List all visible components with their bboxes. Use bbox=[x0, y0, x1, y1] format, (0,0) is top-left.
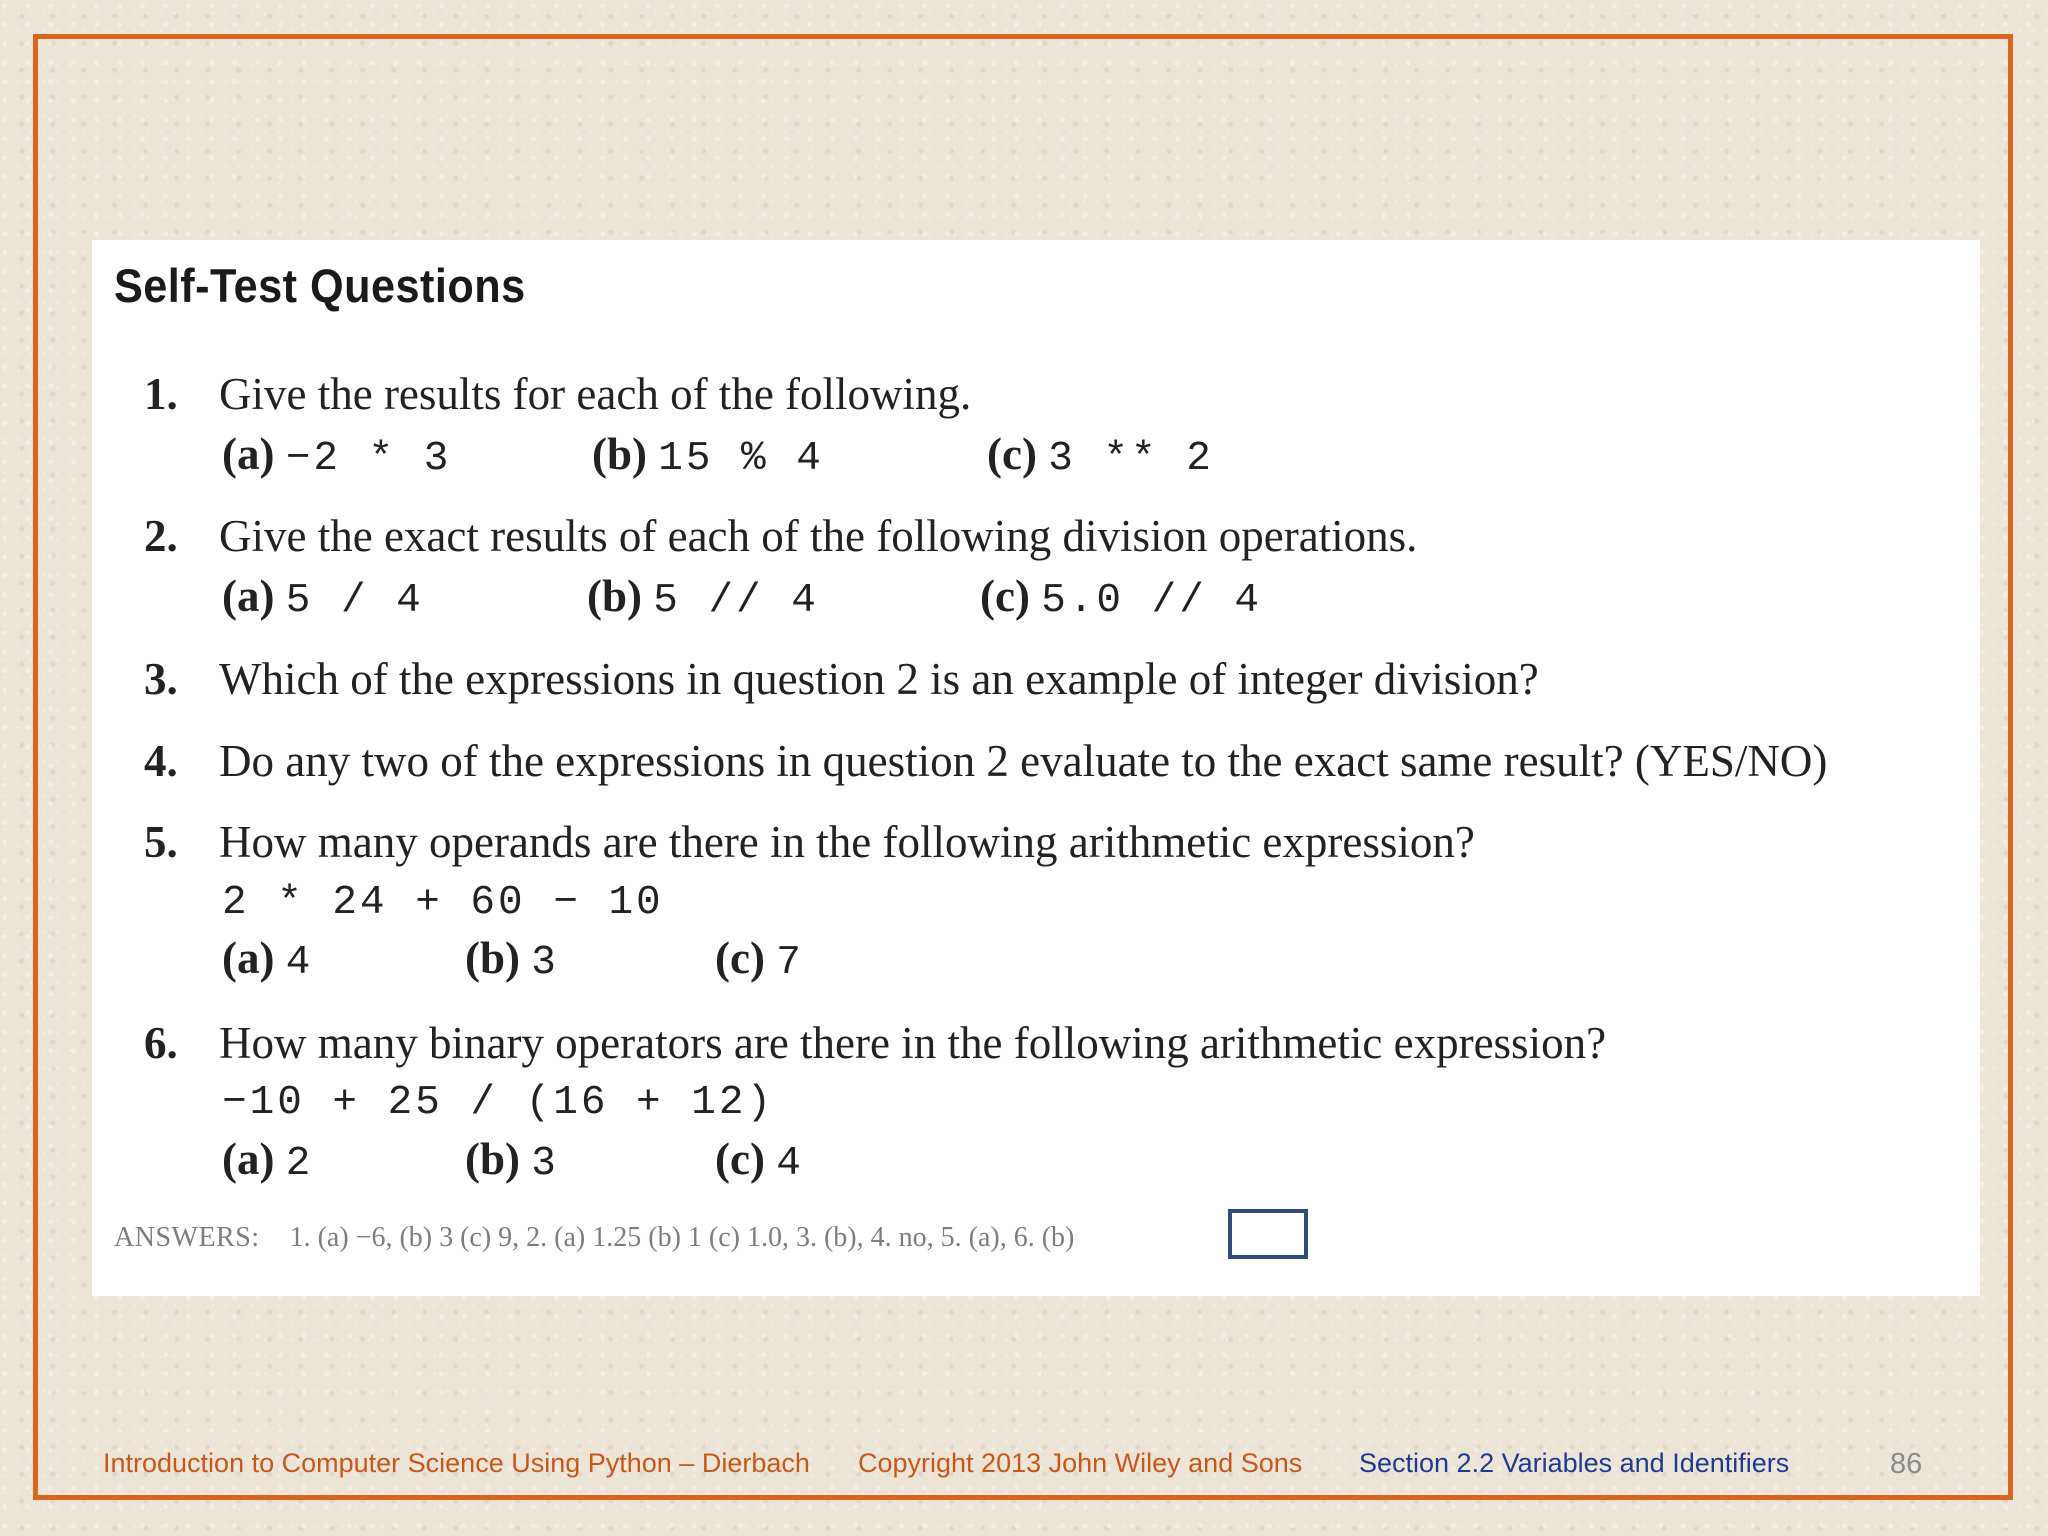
option-b: (b) 3 bbox=[465, 933, 559, 986]
question-4 bbox=[144, 735, 1827, 787]
option-b: (b) 15 % 4 bbox=[592, 429, 824, 482]
self-test-panel bbox=[92, 240, 1980, 1296]
option-b: (b) 5 // 4 bbox=[587, 571, 819, 624]
option-a: (a) 2 bbox=[222, 1134, 314, 1187]
question-number: 6. bbox=[144, 1018, 178, 1068]
option-c: (c) 3 ** 2 bbox=[987, 429, 1214, 482]
answer-highlight-box bbox=[1228, 1209, 1308, 1259]
option-a: (a) −2 * 3 bbox=[222, 429, 452, 482]
question-text: How many binary operators are there in the following arithmetic expression? bbox=[219, 1018, 1607, 1068]
question-number: 2. bbox=[144, 511, 178, 561]
footer-section: Section 2.2 Variables and Identifiers bbox=[1359, 1448, 1790, 1478]
answers-label: ANSWERS: bbox=[114, 1222, 260, 1253]
answers-text: 1. (a) −6, (b) 3 (c) 9, 2. (a) 1.25 (b) 1 (c) 1.0, 3. (b), 4. no, 5. (a), 6. (b) bbox=[289, 1222, 1075, 1253]
question-text: Give the exact results of each of the following division operations. bbox=[219, 511, 1418, 561]
question-6 bbox=[144, 1017, 1606, 1069]
option-c: (c) 4 bbox=[715, 1134, 804, 1187]
question-number: 1. bbox=[144, 369, 178, 419]
option-c: (c) 7 bbox=[715, 933, 804, 986]
answers-line bbox=[114, 1222, 1074, 1254]
option-b: (b) 3 bbox=[465, 1134, 559, 1187]
page-number: 86 bbox=[1890, 1448, 1923, 1480]
question-text: Which of the expressions in question 2 is an example of integer division? bbox=[219, 654, 1539, 704]
footer-copyright: Copyright 2013 John Wiley and Sons bbox=[858, 1448, 1303, 1478]
question-number: 3. bbox=[144, 654, 178, 704]
option-a: (a) 5 / 4 bbox=[222, 571, 424, 624]
question-5 bbox=[144, 816, 1475, 868]
question-number: 5. bbox=[144, 817, 178, 867]
question-number: 4. bbox=[144, 736, 178, 786]
panel-title: Self-Test Questions bbox=[114, 259, 526, 312]
question-3 bbox=[144, 653, 1539, 705]
question-6-expression: −10 + 25 / (16 + 12) bbox=[222, 1080, 775, 1126]
option-c: (c) 5.0 // 4 bbox=[980, 571, 1263, 624]
question-2 bbox=[144, 510, 1417, 562]
question-text: Give the results for each of the following. bbox=[219, 369, 972, 419]
question-text: How many operands are there in the following arithmetic expression? bbox=[219, 817, 1475, 867]
question-1 bbox=[144, 368, 971, 420]
question-5-expression: 2 * 24 + 60 − 10 bbox=[222, 880, 664, 926]
footer-book-title: Introduction to Computer Science Using Python – Dierbach bbox=[103, 1448, 810, 1478]
question-text: Do any two of the expressions in question 2 evaluate to the exact same result? (YES/NO) bbox=[219, 736, 1828, 786]
option-a: (a) 4 bbox=[222, 933, 314, 986]
